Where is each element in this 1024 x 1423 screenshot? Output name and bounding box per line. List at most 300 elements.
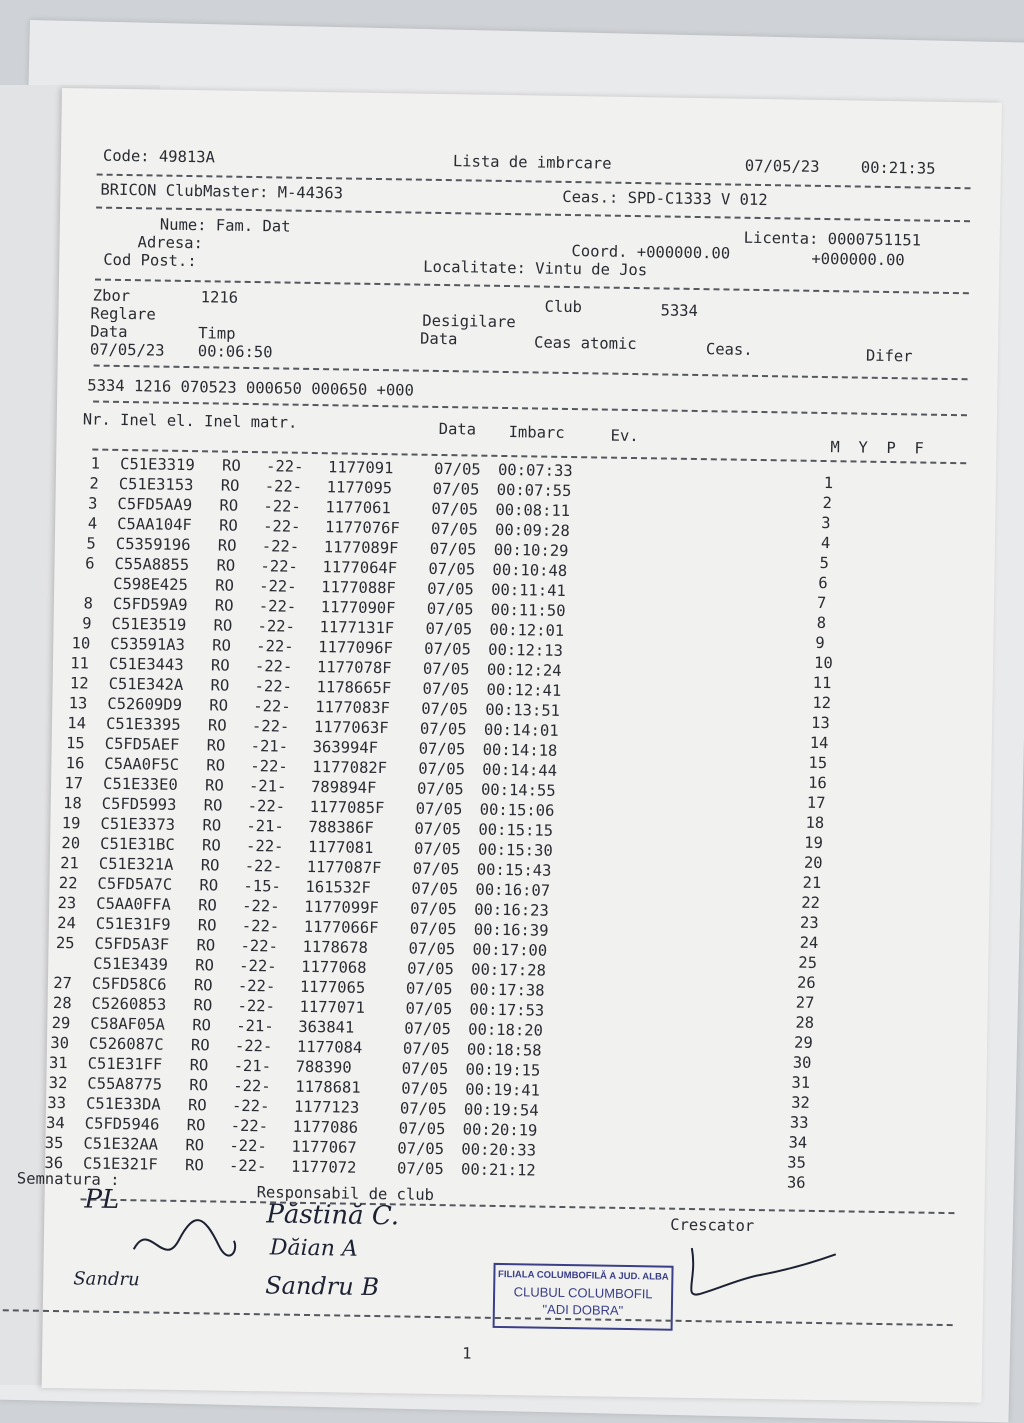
row-imbarc: 00:13:51 <box>485 700 561 720</box>
row-data: 07/05 <box>428 559 476 579</box>
row-imbarc: 00:15:15 <box>478 820 554 840</box>
row-year: -22- <box>258 597 297 616</box>
row-m-rank: 28 <box>795 1013 815 1032</box>
row-imbarc: 00:11:50 <box>490 600 566 620</box>
row-imbarc: 00:14:01 <box>483 720 559 740</box>
row-nr: 6 <box>85 554 95 573</box>
row-inel-matr: 789894F <box>310 777 377 798</box>
row-year: -22- <box>233 1076 271 1096</box>
row-data: 07/05 <box>409 919 457 939</box>
row-country: RO <box>198 896 217 915</box>
row-inel-matr: 363994F <box>312 738 379 758</box>
row-nr: 19 <box>61 814 81 833</box>
row-inel-el: C5FD59A9 <box>112 594 188 615</box>
row-data: 07/05 <box>401 1079 449 1099</box>
row-inel-matr: 1178678 <box>302 937 369 957</box>
row-year: -22- <box>264 477 303 496</box>
row-inel-el: C5FD58C6 <box>91 974 167 994</box>
row-inel-matr: 1177066F <box>303 917 379 938</box>
difer-label: Difer <box>865 346 913 366</box>
row-imbarc: 00:12:01 <box>489 620 565 640</box>
row-year: -21- <box>250 737 289 756</box>
row-imbarc: 00:17:00 <box>472 940 548 960</box>
row-inel-el: C51E31FF <box>87 1054 163 1074</box>
row-imbarc: 00:17:38 <box>469 980 545 1000</box>
row-country: RO <box>210 656 230 675</box>
row-nr: 28 <box>52 993 72 1013</box>
row-nr: 23 <box>57 894 77 913</box>
row-inel-el: C51E3153 <box>118 474 194 495</box>
row-nr: 10 <box>71 634 91 653</box>
row-inel-matr: 1178681 <box>295 1077 361 1097</box>
row-imbarc: 00:20:19 <box>462 1120 538 1140</box>
row-year: -21- <box>233 1056 272 1076</box>
row-data: 07/05 <box>433 459 481 479</box>
row-imbarc: 00:10:29 <box>493 540 569 561</box>
row-m-rank: 1 <box>823 474 834 493</box>
row-imbarc: 00:20:33 <box>461 1140 537 1160</box>
row-year: -22- <box>240 936 279 956</box>
row-data: 07/05 <box>399 1099 447 1119</box>
row-m-rank: 21 <box>802 873 822 893</box>
row-m-rank: 27 <box>795 993 815 1012</box>
row-year: -22- <box>253 697 291 716</box>
row-country: RO <box>186 1116 206 1135</box>
row-inel-matr: 1177099F <box>304 897 379 918</box>
row-inel-matr: 1177071 <box>299 997 366 1017</box>
row-inel-matr: 1177095 <box>326 478 393 498</box>
crescator-signature <box>679 1238 840 1321</box>
row-m-rank: 33 <box>789 1113 809 1132</box>
handwritten-name-2: Dăian A <box>269 1235 358 1262</box>
row-year: -22- <box>237 976 276 996</box>
row-data: 07/05 <box>404 1019 452 1039</box>
club-value: 5334 <box>660 301 699 321</box>
header-time: 00:21:35 <box>860 158 936 178</box>
row-year: -22- <box>260 557 298 576</box>
row-inel-matr: 1177083F <box>315 698 391 718</box>
row-country: RO <box>193 996 213 1015</box>
clubmaster-text: BRICON ClubMaster: M-44363 <box>100 180 344 203</box>
row-year: -22- <box>244 856 283 876</box>
semnatura-label: Semnatura : <box>16 1169 120 1190</box>
row-year: -22- <box>247 797 286 816</box>
row-m-rank: 14 <box>809 733 829 753</box>
row-inel-el: C52609D9 <box>107 694 183 714</box>
reglare-data-value: 07/05/23 <box>89 340 165 360</box>
row-country: RO <box>189 1076 209 1095</box>
row-inel-el: C51E31F9 <box>95 914 171 934</box>
row-inel-matr: 1177078F <box>316 658 392 678</box>
row-inel-el: C5FD5A3F <box>94 934 170 954</box>
row-inel-matr: 1177061 <box>325 498 391 518</box>
row-inel-matr: 1177081 <box>307 837 374 857</box>
row-inel-el: C51E33DA <box>85 1094 161 1114</box>
row-year: -22- <box>231 1096 270 1116</box>
row-country: RO <box>215 576 235 595</box>
code-text: Code: 49813A <box>102 146 216 167</box>
reglare-label: Reglare <box>90 304 156 324</box>
row-m-rank: 23 <box>799 913 819 932</box>
ceas-atomic-label: Ceas atomic <box>533 333 637 354</box>
row-country: RO <box>212 636 232 655</box>
row-country: RO <box>203 796 223 815</box>
col-header-ev: Ev. <box>610 426 639 446</box>
row-year: -22- <box>256 637 294 656</box>
responsabil-label: Responsabil de club <box>256 1183 435 1204</box>
row-country: RO <box>219 516 238 535</box>
header-date: 07/05/23 <box>744 156 820 176</box>
coord-text: Coord. +000000.00 <box>571 242 731 263</box>
row-nr: 11 <box>70 654 90 673</box>
row-m-rank: 10 <box>813 653 833 673</box>
club-label: Club <box>544 297 583 317</box>
row-nr: 27 <box>53 973 73 993</box>
adresa-text: Adresa: <box>137 233 204 253</box>
row-inel-el: C5359196 <box>115 534 191 555</box>
timp-label: Timp <box>198 324 236 343</box>
row-imbarc: 00:07:55 <box>496 480 572 501</box>
row-year: -22- <box>237 996 276 1016</box>
row-imbarc: 00:14:55 <box>480 780 556 800</box>
ceas-label: Ceas. <box>705 340 753 359</box>
row-year: -22- <box>254 657 293 676</box>
row-m-rank: 17 <box>806 793 826 813</box>
col-header-imbarc: Imbarc <box>508 423 565 442</box>
document-title: Lista de imbrcare <box>452 152 612 173</box>
row-data: 07/05 <box>412 859 460 879</box>
row-year: -22- <box>265 457 304 476</box>
row-data: 07/05 <box>419 719 467 739</box>
row-inel-el: C51E321F <box>82 1154 158 1174</box>
signature-scribble <box>123 1209 244 1281</box>
col-header-mypf: M Y P F <box>830 438 924 458</box>
row-data: 07/05 <box>422 659 470 679</box>
row-data: 07/05 <box>427 579 474 599</box>
handwritten-name-1: Păstină C. <box>266 1199 400 1232</box>
nume-text: Nume: Fam. Dat <box>159 215 291 236</box>
desigilare-data-label: Data <box>419 329 458 349</box>
row-m-rank: 13 <box>810 713 830 733</box>
row-imbarc: 00:11:41 <box>491 580 566 600</box>
row-m-rank: 15 <box>808 753 828 773</box>
row-country: RO <box>193 976 213 995</box>
row-inel-el: C5FD5993 <box>101 794 177 814</box>
row-imbarc: 00:17:53 <box>469 1000 545 1020</box>
desigilare-label: Desigilare <box>422 311 516 332</box>
row-inel-el: C51E32AA <box>83 1134 159 1154</box>
row-country: RO <box>214 596 234 615</box>
row-nr: 30 <box>50 1033 70 1053</box>
row-imbarc: 00:18:20 <box>468 1020 544 1040</box>
data-label: Data <box>90 322 128 342</box>
row-inel-matr: 1177072 <box>290 1157 357 1177</box>
row-m-rank: 36 <box>786 1173 806 1192</box>
row-inel-el: C5260853 <box>91 994 167 1014</box>
row-m-rank: 35 <box>787 1153 807 1172</box>
row-country: RO <box>199 876 219 895</box>
row-country: RO <box>195 956 215 975</box>
row-inel-el: C55A8775 <box>87 1074 163 1094</box>
row-data: 07/05 <box>416 779 464 799</box>
row-inel-matr: 1177064F <box>322 558 398 578</box>
row-inel-matr: 161532F <box>305 877 371 897</box>
row-year: -22- <box>259 577 297 596</box>
row-m-rank: 26 <box>796 973 816 992</box>
stamp-line-1: FILIALA COLUMBOFILĂ A JUD. ALBA <box>498 1268 669 1283</box>
row-data: 07/05 <box>401 1059 449 1079</box>
document-sheet <box>16 88 1002 1403</box>
row-nr: 25 <box>55 934 75 953</box>
row-nr: 32 <box>48 1073 68 1093</box>
row-data: 07/05 <box>422 679 470 699</box>
row-nr: 4 <box>87 514 98 533</box>
row-data: 07/05 <box>418 759 466 779</box>
row-year: -22- <box>230 1116 269 1136</box>
row-year: -21- <box>248 777 287 796</box>
row-country: RO <box>192 1016 212 1035</box>
handwritten-signature-left: Sandru <box>73 1268 140 1291</box>
row-year: -22- <box>261 537 300 556</box>
zbor-label: Zbor <box>92 286 131 306</box>
row-inel-matr: 1177063F <box>313 718 389 738</box>
row-nr: 14 <box>67 714 87 733</box>
row-inel-el: C5FD5AEF <box>104 734 180 754</box>
row-data: 07/05 <box>432 479 480 499</box>
row-year: -22- <box>229 1136 267 1156</box>
reglare-timp-value: 00:06:50 <box>197 342 273 362</box>
row-nr: 15 <box>65 734 85 753</box>
row-data: 07/05 <box>413 839 461 859</box>
row-m-rank: 18 <box>805 813 825 833</box>
row-country: RO <box>209 696 229 715</box>
row-year: -21- <box>246 816 284 836</box>
handwritten-name-3: Sandru B <box>264 1271 380 1302</box>
row-imbarc: 00:18:58 <box>466 1040 542 1060</box>
row-data: 07/05 <box>429 539 477 559</box>
row-year: -22- <box>250 757 288 776</box>
row-m-rank: 7 <box>816 593 827 613</box>
row-nr: 20 <box>61 834 81 853</box>
row-inel-el: C5AA0FFA <box>96 894 171 914</box>
row-year: -22- <box>245 836 284 856</box>
row-inel-matr: 1177086 <box>292 1117 359 1137</box>
row-inel-matr: 1177067 <box>291 1137 357 1157</box>
row-data: 07/05 <box>431 499 479 519</box>
row-m-rank: 32 <box>791 1093 810 1112</box>
row-year: -22- <box>239 956 277 976</box>
row-country: RO <box>202 816 222 835</box>
row-inel-el: C51E3443 <box>108 654 184 674</box>
row-country: RO <box>217 536 237 555</box>
stamp-line-3: "ADI DOBRA" <box>542 1301 624 1318</box>
row-imbarc: 00:16:23 <box>474 900 549 920</box>
row-imbarc: 00:08:11 <box>495 500 571 521</box>
row-country: RO <box>207 716 227 735</box>
licenta-text: Licenta: 0000751151 <box>743 228 922 250</box>
row-m-rank: 19 <box>804 833 824 853</box>
row-nr: 3 <box>87 494 98 513</box>
printout <box>16 88 1002 1403</box>
row-inel-el: C51E3519 <box>111 614 187 635</box>
row-year: -21- <box>236 1016 274 1036</box>
row-data: 07/05 <box>398 1119 446 1139</box>
row-country: RO <box>190 1036 210 1055</box>
row-data: 07/05 <box>415 799 463 819</box>
row-year: -22- <box>241 916 280 936</box>
row-nr: 8 <box>83 594 94 613</box>
row-data: 07/05 <box>397 1139 445 1159</box>
localitate-text: Localitate: Vintu de Jos <box>423 257 648 280</box>
row-nr: 29 <box>51 1013 71 1033</box>
row-data: 07/05 <box>421 699 469 719</box>
row-nr: 2 <box>89 474 99 493</box>
row-nr: 16 <box>65 754 85 773</box>
row-country: RO <box>219 496 239 515</box>
row-data: 07/05 <box>424 639 472 659</box>
row-country: RO <box>204 776 224 795</box>
row-inel-matr: 1177089F <box>323 538 399 558</box>
row-inel-matr: 788386F <box>308 817 374 837</box>
coord2-text: +000000.00 <box>811 249 905 270</box>
row-m-rank: 16 <box>808 773 827 793</box>
row-nr: 9 <box>82 614 92 633</box>
row-inel-el: C55A8855 <box>114 554 190 575</box>
col-header-data: Data <box>438 419 477 439</box>
row-country: RO <box>221 456 241 475</box>
row-country: RO <box>216 556 236 575</box>
row-nr: 12 <box>69 674 89 693</box>
ceas-text: Ceas.: SPD-C1333 V 012 <box>562 187 768 210</box>
row-country: RO <box>196 936 216 955</box>
row-country: RO <box>197 916 217 935</box>
row-m-rank: 12 <box>812 693 832 713</box>
row-year: -22- <box>234 1036 273 1056</box>
row-inel-el: C51E3373 <box>100 814 176 834</box>
row-inel-el: C51E321A <box>98 854 174 874</box>
row-country: RO <box>201 836 221 855</box>
row-inel-matr: 1177090F <box>320 598 396 618</box>
row-inel-matr: 1177068 <box>301 957 367 977</box>
row-nr: 21 <box>60 854 79 873</box>
row-data: 07/05 <box>414 819 462 839</box>
handwritten-initials: PL <box>84 1184 120 1216</box>
row-imbarc: 00:19:41 <box>465 1080 541 1100</box>
row-imbarc: 00:12:41 <box>486 680 562 700</box>
row-imbarc: 00:15:30 <box>477 840 553 860</box>
row-year: -22- <box>257 617 296 636</box>
row-imbarc: 00:21:12 <box>460 1160 536 1180</box>
row-data: 07/05 <box>396 1159 444 1179</box>
row-m-rank: 2 <box>822 493 833 513</box>
row-inel-el: C51E3395 <box>105 714 181 734</box>
row-year: -22- <box>251 717 290 736</box>
row-m-rank: 4 <box>820 533 831 553</box>
row-imbarc: 00:12:24 <box>486 660 562 680</box>
row-year: -22- <box>228 1156 267 1176</box>
row-data: 07/05 <box>402 1039 450 1059</box>
row-nr: 33 <box>47 1093 67 1113</box>
row-imbarc: 00:19:15 <box>465 1060 541 1080</box>
row-imbarc: 00:15:06 <box>479 800 555 820</box>
row-country: RO <box>185 1136 205 1155</box>
row-inel-el: C51E3439 <box>93 954 169 974</box>
row-data: 07/05 <box>408 939 456 959</box>
row-inel-matr: 1177076F <box>324 518 400 538</box>
flight-summary: 5334 1216 070523 000650 000650 +000 <box>87 376 415 400</box>
row-inel-matr: 1177088F <box>321 578 396 598</box>
page-number: 1 <box>462 1344 472 1363</box>
row-imbarc: 00:14:18 <box>482 740 558 760</box>
row-inel-el: C51E31BC <box>99 834 175 854</box>
row-imbarc: 00:10:48 <box>492 560 568 580</box>
row-country: RO <box>187 1096 207 1115</box>
row-m-rank: 5 <box>819 553 830 573</box>
row-inel-el: C53591A3 <box>110 634 186 654</box>
row-year: -15- <box>243 876 281 896</box>
crescator-label: Crescator <box>670 1215 755 1236</box>
row-inel-matr: 1177091 <box>327 458 394 478</box>
cod-post-text: Cod Post.: <box>103 250 197 271</box>
row-nr: 5 <box>86 534 96 553</box>
zbor-value: 1216 <box>200 288 239 307</box>
row-inel-el: C5AA0F5C <box>104 754 180 774</box>
col-header-nr: Nr. Inel el. Inel matr. <box>82 410 298 432</box>
row-inel-matr: 1177065 <box>299 977 366 997</box>
row-imbarc: 00:14:44 <box>482 760 558 780</box>
row-nr: 18 <box>62 794 82 813</box>
row-nr: 22 <box>58 874 78 893</box>
stamp-line-2: CLUBUL COLUMBOFIL <box>513 1284 653 1302</box>
row-inel-el: C598E425 <box>113 574 189 595</box>
row-inel-el: C5FD5A7C <box>97 874 173 894</box>
row-inel-el: C51E33E0 <box>102 774 178 794</box>
row-data: 07/05 <box>405 999 453 1019</box>
row-inel-matr: 1177123 <box>293 1097 360 1117</box>
row-country: RO <box>206 756 226 775</box>
row-m-rank: 31 <box>791 1073 811 1092</box>
row-m-rank: 8 <box>816 613 827 633</box>
row-inel-matr: 1177084 <box>296 1037 363 1057</box>
row-year: -22- <box>242 896 280 916</box>
row-data: 07/05 <box>430 519 478 539</box>
row-nr: 1 <box>90 454 101 473</box>
row-inel-el: C5FD5946 <box>84 1114 160 1134</box>
row-inel-el: C5FD5AA9 <box>117 494 193 515</box>
row-imbarc: 00:09:28 <box>494 520 570 541</box>
row-imbarc: 00:15:43 <box>476 860 552 880</box>
row-nr: 24 <box>57 914 77 933</box>
row-data: 07/05 <box>426 599 474 619</box>
row-inel-matr: 1177131F <box>319 618 395 638</box>
row-inel-matr: 1177096F <box>318 638 394 658</box>
row-country: RO <box>184 1156 204 1175</box>
row-inel-matr: 363841 <box>298 1017 355 1037</box>
row-country: RO <box>206 736 226 755</box>
row-inel-el: C526087C <box>88 1034 164 1054</box>
row-m-rank: 25 <box>798 953 818 972</box>
row-country: RO <box>220 476 240 495</box>
row-year: -22- <box>254 677 293 696</box>
row-imbarc: 00:12:13 <box>488 640 564 660</box>
row-nr: 34 <box>45 1113 65 1133</box>
row-data: 07/05 <box>410 899 457 919</box>
row-inel-el: C51E3319 <box>119 454 195 475</box>
row-m-rank: 34 <box>788 1133 808 1152</box>
row-country: RO <box>210 676 230 695</box>
row-data: 07/05 <box>418 739 466 759</box>
row-inel-matr: 1178665F <box>316 678 392 698</box>
